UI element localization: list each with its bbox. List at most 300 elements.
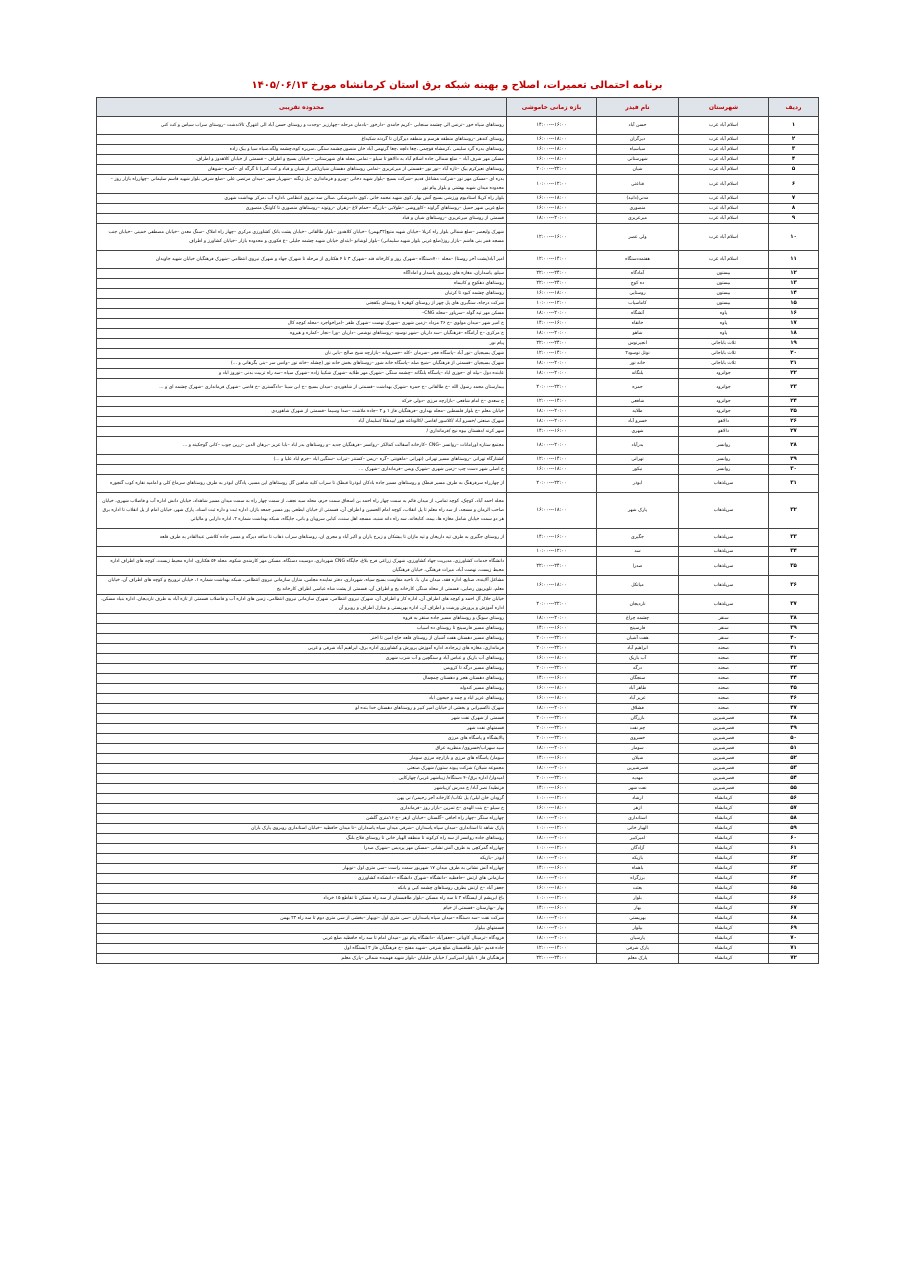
row-id: ۴۷	[769, 704, 819, 714]
row-area: روستاهای جاده روانسر از سه راه کرکوند تا منطقه الهیار خانی تا روستای قلاح بلنگ	[97, 834, 507, 844]
row-feeder: قناعتی	[597, 175, 679, 194]
row-feeder: بلوار	[597, 894, 679, 904]
row-id: ۶۷	[769, 904, 819, 914]
row-feeder: مدنی(دانید)	[597, 194, 679, 204]
row-time: ۱۴:۰۰---۱۶:۰۰	[507, 529, 597, 547]
row-city: کرمانشاه	[679, 884, 769, 894]
table-row	[97, 814, 819, 824]
row-city: قصرشیرین	[679, 784, 769, 794]
row-id: ۵	[769, 165, 819, 175]
row-area: مجتمع ستاره اورامانات –روانسر –CNG –کارخانه آسفالت کمالکر –روانسر –فرهنگیان جدید –و روستاهای بدر اباد –بابا عزیز –برهان الدین –زرین جوب –کانی گوجکینه و ...	[97, 437, 507, 455]
row-time: ۱۸:۰۰---۲۰:۰۰	[507, 814, 597, 824]
row-feeder: چم نفت	[597, 724, 679, 734]
row-area: روستاهای آب باریک و عباس آباد و سنگچین و آب شرب شهری	[97, 654, 507, 664]
row-city: کرمانشاه	[679, 794, 769, 804]
row-id: ۶۰	[769, 834, 819, 844]
row-id: ۴۰	[769, 634, 819, 644]
row-city: قصرشیرین	[679, 734, 769, 744]
row-area: دانشگاه خدمات کشاورزی، مدیریت جهاد کشاورزی، شهرک زراعی فرح بلاغ، جایگاه CNG شهرداری، دوسیت دستگاه، مسکن مهر کارمندی شکوه، محله ۵۴ هکتاری، اداره محیط زیست، کوچه های اطراف اداره محیط زیست، نهضت آباد، میراث فرهنگی، خیابان فرهنگیان	[97, 557, 507, 576]
row-time: ۱۸:۰۰---۲۰:۰۰	[507, 764, 597, 774]
table-row	[97, 437, 819, 455]
row-feeder: آب باریک	[597, 654, 679, 664]
row-city: دالاهو	[679, 427, 769, 437]
row-id: ۳۹	[769, 624, 819, 634]
row-id: ۱۱	[769, 251, 819, 269]
row-area: چهارراه گمرکچی به طرف آتش نشانی –مسکن مهر پردیس –شهرک صدرا	[97, 844, 507, 854]
row-feeder: شیلان	[597, 754, 679, 764]
row-id: ۶۶	[769, 894, 819, 904]
row-id: ۴۴	[769, 674, 819, 684]
table-row	[97, 117, 819, 135]
row-id: ۳۳	[769, 529, 819, 547]
table-row	[97, 279, 819, 289]
table-row	[97, 369, 819, 379]
table-row	[97, 557, 819, 576]
table-row	[97, 155, 819, 165]
row-area: پالایشگاه و پاسگاه های مرزی	[97, 734, 507, 744]
row-city: اسلام آباد غرب	[679, 204, 769, 214]
table-row	[97, 914, 819, 924]
row-area: سیلو، پاسداران، مغازه های روبروی پاسدار و اماداگاه	[97, 269, 507, 279]
row-id: ۱۶	[769, 309, 819, 319]
row-area: امیدوار/ اداره برق/۴۰ دستگاه/ زیباشهر غربی/ چهارکاپی	[97, 774, 507, 784]
row-city: کرمانشاه	[679, 944, 769, 954]
row-area: قسمتهای بیلوار	[97, 924, 507, 934]
row-feeder: سیاسیاه	[597, 145, 679, 155]
row-city: کرمانشاه	[679, 874, 769, 884]
row-feeder: پارک معلم	[597, 954, 679, 964]
row-id: ۵۶	[769, 794, 819, 804]
row-time: ۱۴:۰۰---۱۶:۰۰	[507, 427, 597, 437]
row-time: ۲۰:۰۰---۲۲:۰۰	[507, 595, 597, 614]
row-feeder: قصرشیرین	[597, 764, 679, 774]
row-time: ۲۲:۰۰---۲۴:۰۰	[507, 954, 597, 964]
row-city: صحنه	[679, 664, 769, 674]
row-area: از چهارراه سرفرهنگ به طرف مسیر قبطک و روستاهای مسیر جاده بادکان ابوذرتا قبطک تا سراب کلیه شاهین گل روستاهای این مسیر، پادگان ابوذر به طرف روستاهای سرماغ کلی و امامیه نقاره کوب گنجوره	[97, 475, 507, 493]
row-id: ۱۰	[769, 224, 819, 251]
row-city: اسلام آباد غرب	[679, 175, 769, 194]
row-id: ۳۸	[769, 614, 819, 624]
row-city: کرمانشاه	[679, 914, 769, 924]
row-time: ۱۸:۰۰---۲۰:۰۰	[507, 417, 597, 427]
row-feeder: نفت شهر	[597, 784, 679, 794]
row-feeder: تهرانی	[597, 455, 679, 465]
row-id: ۶۵	[769, 884, 819, 894]
row-time: ۲۰:۰۰---۲۲:۰۰	[507, 165, 597, 175]
row-feeder: آتشگاه	[597, 309, 679, 319]
row-city: کرمانشاه	[679, 904, 769, 914]
row-area: روستاهای مسیر درگه تا کرویس	[97, 664, 507, 674]
header-time: بازه زمانی خاموشی	[507, 98, 597, 117]
row-id: ۴	[769, 155, 819, 165]
row-city: بیستون	[679, 299, 769, 309]
row-feeder: ابراهیم آباد	[597, 644, 679, 654]
row-id: ۳	[769, 145, 819, 155]
table-row	[97, 289, 819, 299]
row-city: جوانرود	[679, 407, 769, 417]
row-id: ۳۴	[769, 547, 819, 557]
row-area: مسکن مهر شرف آباد – ضلع شمالی جاده اسلام آباد به دالاهو تا سیلو – تمامی محله های شهرستانی – خیابان بسیج و اطراف – قسمتی از خیابان کلاهدوز و اطراف	[97, 155, 507, 165]
row-id: ۴۹	[769, 724, 819, 734]
row-time: ۱۴:۰۰---۱۶:۰۰	[507, 864, 597, 874]
row-time: ۱۶:۰۰---۱۸:۰۰	[507, 155, 597, 165]
row-id: ۵۳	[769, 764, 819, 774]
row-area: محله احمد آباد، کوچک، کوچه تمامی، از میدان قائم به سمت چهار راه احمد بن اسحاق سمت حرم، محله سید نجف، از سمت چهار راه به سمت میدان مسیر شاهداد، خیابان دانش اداره آب و فاضلاب شهری، خیابان صاحب الزمان و مسجد، از سه راه معلم تا پل انقلاب، کوچه امام الحسین و اطراف آن، قسمتی از خیابان ابطحی پور مسیر جمعه بازار، اداره ثبت و داره ثبت اسناد، پارک شهر، خیابان امام از پل انقلاب تا اداره برق هر دو سمت خیابان شامل مغازه ها، بیمه، کتابخانه، سه راه دانه شنبه، مسجد اهل سنت، کبابی سرویان و بانی، جایگاه، شبکه بهداشت شماره ۲، اداره دارایی و مالیاتی	[97, 493, 507, 529]
row-feeder: ازهر	[597, 804, 679, 814]
row-area: خ مرکزی –خ آرامگاه –فرهنگیان –سد داریان –شهر نوسود –روستاهای نوشمی –داریان –ورا –نجار –کماره و هیروه	[97, 329, 507, 339]
table-row	[97, 634, 819, 644]
table-row	[97, 944, 819, 954]
row-city: بیستون	[679, 289, 769, 299]
row-time: ۲۰:۰۰---۲۲:۰۰	[507, 379, 597, 397]
row-city: سرپلذهاب	[679, 529, 769, 547]
table-row	[97, 493, 819, 529]
table-row	[97, 417, 819, 427]
row-feeder: طلایه	[597, 407, 679, 417]
table-row	[97, 547, 819, 557]
table-row	[97, 204, 819, 214]
row-time: ۱۶:۰۰---۱۸:۰۰	[507, 145, 597, 155]
row-city: قصرشیرین	[679, 774, 769, 784]
row-id: ۳۶	[769, 576, 819, 595]
row-city: کرمانشاه	[679, 934, 769, 944]
table-row	[97, 475, 819, 493]
row-time: ۱۸:۰۰---۲۰:۰۰	[507, 214, 597, 224]
row-city: صحنه	[679, 694, 769, 704]
row-city: روانسر	[679, 455, 769, 465]
row-time: ۲۲:۰۰---۲۴:۰۰	[507, 279, 597, 289]
row-city: قصرشیرین	[679, 724, 769, 734]
row-id: ۳۰	[769, 465, 819, 475]
document-title: برنامه احتمالی تعمیرات، اصلاح و بهینه شبکه برق استان کرمانشاه مورخ ۱۴۰۵/۰۶/۱۳	[251, 80, 663, 91]
row-time: ۱۸:۰۰---۲۰:۰۰	[507, 359, 597, 369]
row-id: ۲۲	[769, 369, 819, 379]
row-feeder: فشلاق	[597, 704, 679, 714]
row-time: ۱۸:۰۰---۲۰:۰۰	[507, 744, 597, 754]
row-area: سومار/ پاسگاه های مرزی و بازارچه مرزی سومار	[97, 754, 507, 764]
row-city: صحنه	[679, 654, 769, 664]
row-id: ۱۷	[769, 319, 819, 329]
row-time: ۱۶:۰۰---۱۸:۰۰	[507, 493, 597, 529]
row-feeder: هفت آشیان	[597, 634, 679, 644]
row-id: ۳۱	[769, 475, 819, 493]
row-city: صحنه	[679, 644, 769, 654]
header-area: محدوده تقریبی	[97, 98, 507, 117]
row-city: اسلام آباد غرب	[679, 165, 769, 175]
row-feeder: منصوری	[597, 204, 679, 214]
row-city: سنقر	[679, 614, 769, 624]
table-header-row	[97, 98, 819, 117]
row-id: ۶۸	[769, 914, 819, 924]
table-row	[97, 595, 819, 614]
row-time: ۱۴:۰۰---۱۶:۰۰	[507, 784, 597, 794]
table-row	[97, 299, 819, 309]
row-time: ۱۶:۰۰---۱۸:۰۰	[507, 654, 597, 664]
row-area: فرهنگیان فاز ۱ بلوار امیرکبیر / خیابان جلیلیان –بلوار شهید فهمیده شمالی –پارک معلم	[97, 954, 507, 964]
row-id: ۲۶	[769, 417, 819, 427]
row-feeder: بدرآباد	[597, 437, 679, 455]
row-area: بلوار راه کربلا استادیوم ورزشی بسیج آتش بهار ،کوی شهید محمد خانی ،کوی دامپزشکی ،سالن سه نیروی انتظامی ،اداره آب ،مرکز بهداشت شهری	[97, 194, 507, 204]
row-city: کرمانشاه	[679, 854, 769, 864]
row-time: ۱۶:۰۰---۱۸:۰۰	[507, 135, 597, 145]
row-area: جعفر آباد –خ ارتش بطرف روستاهای چشمه کبی و بانکه	[97, 884, 507, 894]
row-area: شهرک بسیجیان –نور آباد –پاسگاه فجر –شرمان –کله –خسروپانه –بازارچه شیخ صالح –بابی نان	[97, 349, 507, 359]
row-feeder: بهزیستی	[597, 914, 679, 924]
row-id: ۶۳	[769, 864, 819, 874]
table-row	[97, 804, 819, 814]
row-area: شهرک ولیعصر –ضلع شمالی بلوار راه کربلا –خیابان شهید متبع(۳۲بهمن) –خیابان کلاهدوز –بلوار طالقانی –خیابان پشت بانک کشاورزی مرکزی –چهار راه املاک –سنگ معدن –خیابان مصطفی خمینی –خیابان جنب مسجد قمر بنی هاشم –بازار روز(ضلع غربی بلوار شهید سلیمانی) –بلوار لوشانو –ابتدای خیابان شهید چشمه جلیلی –ع فکوری و محدوده بازار –خیابان کشاورز و اطراف	[97, 224, 507, 251]
row-city: سرپلذهاب	[679, 595, 769, 614]
row-area: روستای سونگ و روستاهای مسیر جاده سنقر به قروه	[97, 614, 507, 624]
row-feeder: فارسینج	[597, 624, 679, 634]
table-row	[97, 309, 819, 319]
row-time: ۱۶:۰۰---۱۸:۰۰	[507, 884, 597, 894]
row-city: کرمانشاه	[679, 804, 769, 814]
row-feeder: سومار	[597, 744, 679, 754]
row-feeder: شاهو	[597, 329, 679, 339]
header-city: شهرستان	[679, 98, 769, 117]
row-id: ۴۲	[769, 654, 819, 664]
table-row	[97, 894, 819, 904]
row-id: ۲	[769, 135, 819, 145]
row-feeder: میانکل	[597, 576, 679, 595]
table-row	[97, 397, 819, 407]
row-feeder: میرعزیزی	[597, 214, 679, 224]
table-row	[97, 934, 819, 944]
row-time: ۱۸:۰۰---۲۰:۰۰	[507, 437, 597, 455]
row-feeder: شیان	[597, 165, 679, 175]
row-city: پاوه	[679, 319, 769, 329]
table-row	[97, 329, 819, 339]
table-row	[97, 194, 819, 204]
row-feeder: طاهر آباد	[597, 684, 679, 694]
row-city: پاوه	[679, 329, 769, 339]
row-time: ۱۶:۰۰---۱۸:۰۰	[507, 194, 597, 204]
table-row	[97, 824, 819, 834]
row-time: ۱۲:۰۰---۱۴:۰۰	[507, 944, 597, 954]
table-row	[97, 339, 819, 349]
row-id: ۵۹	[769, 824, 819, 834]
row-city: سرپلذهاب	[679, 547, 769, 557]
row-time: ۱۸:۰۰---۲۰:۰۰	[507, 914, 597, 924]
row-city: ثلاث باباجانی	[679, 339, 769, 349]
row-time: ۱۸:۰۰---۲۰:۰۰	[507, 874, 597, 884]
row-city: بیستون	[679, 279, 769, 289]
header-feeder: نام فیدر	[597, 98, 679, 117]
row-id: ۲۸	[769, 437, 819, 455]
row-area: عابنده دول –بیله ای –حوری اباد –پاسگاه بلنگانه –چشمه سنگی –شهرک مهر طلایه –شهرک شکیبا زاده –شهرک سپاه –سه راه تربیت بدنی –نوروز اباد و	[97, 369, 507, 379]
row-feeder: دیزگران	[597, 135, 679, 145]
row-area: فرمانداری، مغازه های زیرجاده، اداره آموزش پرورش و کشاورزی اداره برق، ابراهیم آباد شرقی و غربی	[97, 644, 507, 654]
row-id: ۱۸	[769, 329, 819, 339]
row-time: ۲۰:۰۰---۲۲:۰۰	[507, 714, 597, 724]
table-row	[97, 359, 819, 369]
row-city: صحنه	[679, 704, 769, 714]
row-area: روستاهای مسیر دهستان هفت آشیان از روستای قلعه حاج امین تا اخنر	[97, 634, 507, 644]
row-id: ۱۵	[769, 299, 819, 309]
table-row	[97, 379, 819, 397]
row-city: سرپلذهاب	[679, 576, 769, 595]
row-time: ۲۲:۰۰---۲۴:۰۰	[507, 557, 597, 576]
row-time: ۱۶:۰۰---۱۸:۰۰	[507, 204, 597, 214]
row-feeder: خانه نور	[597, 359, 679, 369]
row-id: ۱۲	[769, 269, 819, 279]
table-row	[97, 465, 819, 475]
row-city: کرمانشاه	[679, 814, 769, 824]
row-feeder: درگه	[597, 664, 679, 674]
row-id: ۶	[769, 175, 819, 194]
table-row	[97, 694, 819, 704]
row-area: شرکت نفت –سد دستگاه –میدان سپاه پاسداران –سی متری اول –نوبهار –بخشی از سی متری دوم تا سه راه ۲۲ بهمن	[97, 914, 507, 924]
row-time: ۱۸:۰۰---۲۰:۰۰	[507, 854, 597, 864]
row-id: ۵۲	[769, 754, 819, 764]
row-feeder: شافعی	[597, 397, 679, 407]
table-row	[97, 529, 819, 547]
row-area: روستای کندهر –روستاهای منطقه هرسم و منطقه دیزگران تا گردنه شکیداغ	[97, 135, 507, 145]
table-row	[97, 924, 819, 934]
row-id: ۷۰	[769, 934, 819, 944]
row-city: اسلام آباد غرب	[679, 224, 769, 251]
row-id: ۳۲	[769, 493, 819, 529]
row-area: گرودان خان لیلی/ پل تکاب/ کارخانه آجر رحیمی/ نی پهن	[97, 794, 507, 804]
row-city: سرپلذهاب	[679, 557, 769, 576]
row-city: بیستون	[679, 269, 769, 279]
row-feeder: سد	[597, 547, 679, 557]
row-area: فرودگاه –ترمینال کاویانی –جعفرآباد –دانشگاه پیام نور –میدان امام تا سه راه حافظیه ضلع غربی	[97, 934, 507, 944]
row-time: ۱۴:۰۰---۱۶:۰۰	[507, 904, 597, 914]
row-id: ۹	[769, 214, 819, 224]
row-id: ۱۳	[769, 279, 819, 289]
row-city: کرمانشاه	[679, 894, 769, 904]
row-area: بیمارستان محمد رسول الله –خ طالقانی –خ حمزه –شهرک بهداشت –قسمتی از شاهوردی –میدان بسیج –خ ابن سینا –دادگستری –خ قاضی –شهرک فرمانداری –شهرک چشمه ای و ...	[97, 379, 507, 397]
row-city: کرمانشاه	[679, 824, 769, 834]
row-time: ۱۰:۰۰---۱۲:۰۰	[507, 824, 597, 834]
row-city: سنقر	[679, 634, 769, 644]
row-area: روستاهای چشمه کبود تا کرتیان	[97, 289, 507, 299]
row-feeder: نوتل نوسود۲	[597, 349, 679, 359]
table-body	[97, 117, 819, 964]
row-area: روستاهای نعیرکرم بیک –تازه آباد –نور نور –قسمتی از میرعزیزی –تمامی روستاهای دهستان شیان(غیر از شیان و قباد و کت کنی) تا گرگه ای –کمره –شوهان	[97, 165, 507, 175]
table-row	[97, 614, 819, 624]
row-time: ۱۶:۰۰---۱۸:۰۰	[507, 804, 597, 814]
row-area: مسکن مهر تپه گوله –سرپاور –محله CNG–	[97, 309, 507, 319]
row-time: ۱۸:۰۰---۲۰:۰۰	[507, 407, 597, 417]
row-time: ۱۲:۰۰---۱۴:۰۰	[507, 349, 597, 359]
row-area: پارک شاهد تا استانداری –میدان سپاه پاسداران –شرقی میدان سپاه پاسداران –تا میدان حافظیه –خیابان استانداری روبروی پارک باران	[97, 824, 507, 834]
row-city: کرمانشاه	[679, 834, 769, 844]
row-id: ۴۱	[769, 644, 819, 654]
table-row	[97, 884, 819, 894]
row-area: ضلع غربی شهر حمیل –روستاهای گراوند –کاوروشی –طولابی –بازرگه –حمام لاغ –زهران –روتوند –روستاهای منصوری تا کاوتنگ منصوری	[97, 204, 507, 214]
row-feeder: استانداری	[597, 814, 679, 824]
row-time: ۱۰:۰۰---۱۲:۰۰	[507, 894, 597, 904]
row-time: ۲۲:۰۰---۲۴:۰۰	[507, 339, 597, 349]
row-id: ۵۵	[769, 784, 819, 794]
row-time: ۱۶:۰۰---۱۸:۰۰	[507, 694, 597, 704]
row-time: ۱۸:۰۰---۲۰:۰۰	[507, 614, 597, 624]
row-city: صحنه	[679, 674, 769, 684]
row-time: ۱۴:۰۰---۱۶:۰۰	[507, 117, 597, 135]
row-area: خ سعدی –خ امام شافعی –بازارچه مرزی –دولی خرکه	[97, 397, 507, 407]
row-feeder: باهماه	[597, 864, 679, 874]
row-city: صحنه	[679, 684, 769, 694]
row-id: ۷۱	[769, 944, 819, 954]
row-area: خ امیر شهر –میدان مولوی –خ ۲۶ مرداد –زمین شهری –شهرک نهضت –شهرک ظفر –امراخواجرد –محله کوچه کال	[97, 319, 507, 329]
table-row	[97, 744, 819, 754]
row-city: قصرشیرین	[679, 744, 769, 754]
row-area: روستاهای دهستان هجر و دهستان چمچمال	[97, 674, 507, 684]
row-feeder: بیلوار	[597, 924, 679, 934]
row-city: جوانرود	[679, 379, 769, 397]
row-city: کرمانشاه	[679, 864, 769, 874]
row-time: ۱۸:۰۰---۲۰:۰۰	[507, 934, 597, 944]
row-feeder: نیکور	[597, 465, 679, 475]
table-row	[97, 644, 819, 654]
row-city: اسلام آباد غرب	[679, 251, 769, 269]
row-id: ۵۴	[769, 774, 819, 784]
row-id: ۴۵	[769, 684, 819, 694]
row-area: جاده قدیم –بلوار طاقبستان ضلع شرقی –شهید مفتح –خ فرهنگیان فاز ۲ ایستگاه اول	[97, 944, 507, 954]
row-id: ۳۷	[769, 595, 819, 614]
row-city: جوانرود	[679, 397, 769, 407]
row-city: روانسر	[679, 465, 769, 475]
row-area: خ اصلی شهر دست چپ –زمین شهری –شهرک ویس –فرمانداری –شهرک ...	[97, 465, 507, 475]
row-city: اسلام آباد غرب	[679, 214, 769, 224]
row-feeder: خسروی	[597, 734, 679, 744]
table-row	[97, 844, 819, 854]
row-city: اسلام آباد غرب	[679, 145, 769, 155]
row-area: روستاهای بدره گرد سلیمی ،کرمشاه قوچمی ،چغا دلچه ،چغا گرنهمی آباد خان منصور،چشمه سنگی ،سربره کوه،چشمه ولگه،سیاه سیا و بیک زاده	[97, 145, 507, 155]
row-id: ۶۲	[769, 854, 819, 864]
row-id: ۲۱	[769, 359, 819, 369]
row-id: ۵۱	[769, 744, 819, 754]
row-area: شهرک تاکسیرانی و بخشی از خیابان امیر کبیر و روستاهای دهستان خدا بنده لو	[97, 704, 507, 714]
row-area: بدره ای –مسکن مهر نور –شرکت مشاغل قدیم –شرکت بسیج –بلوار شهید دخانی –ویرو و فرمانداری –پل زنگنه –شهریار شهر –میدان مرتضی علی –ضلع شرقی بلوار شهید قاسم سلیمانی –چهارراه بازار روز –محدوده میدان شهید بهشتی و بلوار پیام نور	[97, 175, 507, 194]
row-area: پیام نور	[97, 339, 507, 349]
table-row	[97, 624, 819, 634]
row-time: ۲۰:۰۰---۲۲:۰۰	[507, 475, 597, 493]
row-feeder: الهیار خانی	[597, 824, 679, 834]
row-feeder: ده کوچ	[597, 279, 679, 289]
row-city: اسلام آباد غرب	[679, 194, 769, 204]
row-area: مجموعه شیلان/ شرکت پیوند ستون/ شهرک صنعتی	[97, 764, 507, 774]
row-city: سرپلذهاب	[679, 475, 769, 493]
row-feeder: بلنگانه	[597, 369, 679, 379]
row-time: ۱۲:۰۰---۱۶:۰۰	[507, 224, 597, 251]
row-time: ۱۸:۰۰---۲۰:۰۰	[507, 704, 597, 714]
row-city: جوانرود	[679, 369, 769, 379]
row-city: اسلام آباد غرب	[679, 135, 769, 145]
table-row	[97, 734, 819, 744]
row-time: ۲۰:۰۰---۲۲:۰۰	[507, 644, 597, 654]
row-id: ۲۰	[769, 349, 819, 359]
row-area: باغ ابریشم از ایستگاه ۲ تا سه راه مسکن –بلوار طاقبستان از سه راه مسکن تا تقاطع ۱۵ خرداد	[97, 894, 507, 904]
row-city: قصرشیرین	[679, 754, 769, 764]
row-feeder: پارسیان	[597, 934, 679, 944]
table-row	[97, 704, 819, 714]
row-time: ۲۲:۰۰---۲۴:۰۰	[507, 269, 597, 279]
row-area: روستاهای مسیر کندوله	[97, 684, 507, 694]
row-area: سازمانی های ارتش –حافظیه –دانشگاه –شهرک دانشگاه –دانشکده کشاورزی	[97, 874, 507, 884]
row-city: اسلام آباد غرب	[679, 155, 769, 165]
row-feeder: مهدیه	[597, 774, 679, 784]
row-id: ۴۸	[769, 714, 819, 724]
table-row	[97, 854, 819, 864]
row-area: قسمتی از شهرک نفت شهر	[97, 714, 507, 724]
row-time: ۱۶:۰۰---۱۸:۰۰	[507, 465, 597, 475]
table-row	[97, 834, 819, 844]
row-id: ۵۷	[769, 804, 819, 814]
